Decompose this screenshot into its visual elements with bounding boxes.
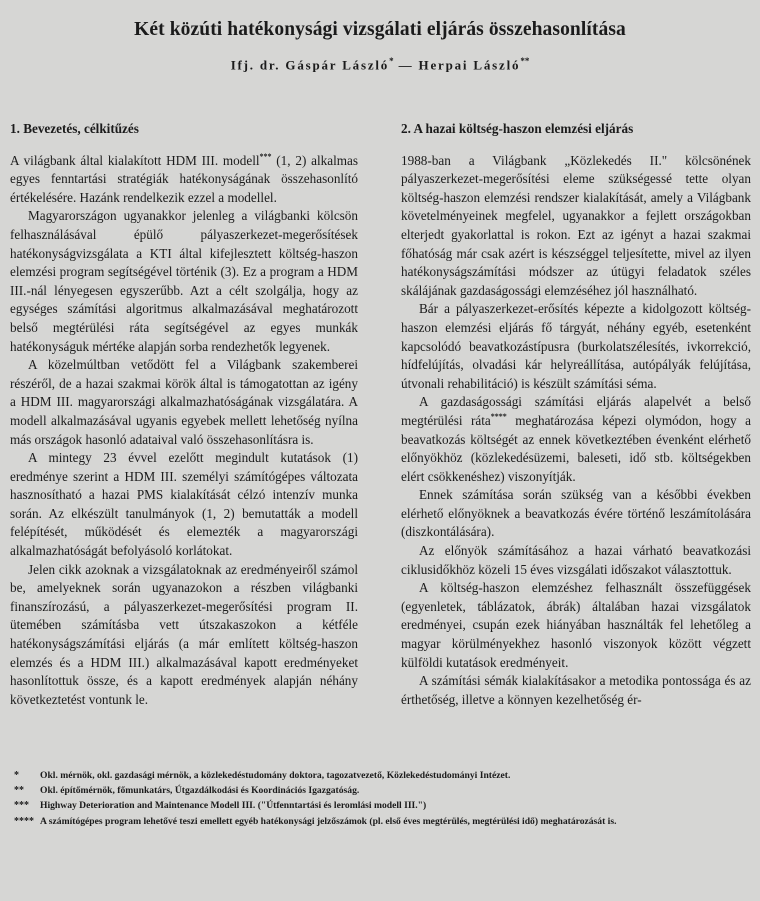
footnote <box>14 768 754 783</box>
footnote-text: A számítógépes program lehetővé teszi emellett egyéb hatékonysági jelzőszámok (pl. első éves megtérülés, megtérülési idő) meghatározását is. <box>40 815 617 827</box>
footnote <box>14 783 754 798</box>
section-heading: 1. Bevezetés, célkitűzés <box>10 121 139 136</box>
footnote-mark: **** <box>14 815 34 827</box>
paragraph-text: (1, 2) alkalmas egyes fenntartási stratégiák hatékonyságának összehasonlító értékelésére. Hazánk rendelkezik ezzel a modellel. <box>10 152 358 205</box>
section-heading: 2. A hazai költség-haszon elemzési eljárás <box>401 121 634 136</box>
paragraph: Bár a pályaszerkezet-erősítés képezte a kidolgozott költség-haszon elemzési eljárás fő tárgyát, néhány egyéb, esetenként kapcsolódó beavatkozástípusra (burkolatszélesítés, ivkorrekció, hídfelújítás, olvadási kár helyreállítása, autópályák felújítása, útvonali rehabilitáció) is készült számítási séma. <box>401 301 751 391</box>
paragraph: 1988-ban a Világbank „Közlekedés II." kölcsönének pályaszerkezet-megerősítési eleme szükségessé tette olyan költség-haszon elemzési rendszer kialakítását, amely a Világbank követelményeinek megfelel, ugyanakkor a fejlett országokban elterjedt gyakorlattal is rokon. Ezt az igényt a hazai szakmai főhatóság már csak azért is készséggel teljesítette, mivel az ilyen hatékonyságszámítási módszer az útügyi feladatok széles skálájának gazdaságossági elemzéséhez jól használható. <box>401 152 751 298</box>
paragraph: A közelmúltban vetődött fel a Világbank szakemberei részéről, de a hazai szakmai körök által is támogatottan az igény a HDM III. magyarországi alkalmazhatóságának vizsgálatára. A modell alkalmazásával ugyanis egyebek mellett lehetőség nyílna más országok hasonló adataival való összehasonlításra is. <box>10 357 358 447</box>
footnote-mark: **** <box>490 411 507 421</box>
footnote-mark: * <box>14 770 19 781</box>
paragraph-text: A világbank által kialakított HDM III. modell <box>10 152 260 168</box>
author-line <box>0 56 760 73</box>
author-name: Herpai László <box>418 57 521 73</box>
footnote-text: Okl. építőmérnök, főmunkatárs, Útgazdálkodási és Koordinációs Igazgatóság. <box>40 785 360 797</box>
footnotes <box>14 768 754 829</box>
footnote-text: Highway Deterioration and Maintenance Modell III. ("Útfenntartási és leromlási modell III.") <box>40 800 427 812</box>
author-separator: — <box>398 57 414 73</box>
paragraph-text: A gazdaságossági számítási eljárás alapelvét a belső megtérülési ráta <box>401 394 751 428</box>
left-column <box>10 120 358 709</box>
paragraph: Magyarországon ugyanakkor jelenleg a világbanki kölcsön felhasználásával épülő pályaszerkezet-megerősítések hatékonyságvizsgálata a KTI által kifejlesztett költség-haszon elemzési program segítségével történik (3). Ez a program a HDM III.-nál lényegesen egyszerűbb. Azt a célt szolgálja, hogy az egységes számítási algoritmus alkalmazásával meghatározott belső megtérülési ráta segítségével az egyes munkák hatékonyságuk mértéke alapján sorba rendezhetők legyenek. <box>10 208 358 354</box>
paragraph <box>401 393 751 486</box>
author-name: Ifj. dr. Gáspár László <box>230 57 390 73</box>
footnote-mark: ** <box>520 56 530 66</box>
footnote-mark: *** <box>259 151 272 161</box>
paragraph <box>10 152 358 208</box>
right-column <box>401 120 751 709</box>
paragraph: A költség-haszon elemzéshez felhasznált összefüggések (egyenletek, táblázatok, ábrák) általában hazai vizsgálatok eredményei, csupán ezek hiányában használták fel lehetőleg a magyar körülményekhez hasonló viszonyok között végzett külföldi kutatások eredményeit. <box>401 580 751 670</box>
footnote-mark: * <box>389 56 394 66</box>
paragraph: Az előnyök számításához a hazai várható beavatkozási ciklusidőkhöz közeli 15 éves vizsgálati időszakot választottuk. <box>401 543 751 577</box>
footnote <box>14 814 754 829</box>
footnote <box>14 798 754 813</box>
paragraph: A mintegy 23 évvel ezelőtt megindult kutatások (1) eredménye szerint a HDM III. személyi számítógépes változata hasznosítható a hazai PMS kialakítását célzó intenzív munka során. Az elkészült tanulmányok (1, 2) bemutatták a modell felépítését, működését és elemezték a magyarországi alkalmazhatóságát befolyásoló korlátokat. <box>10 450 358 559</box>
footnote-mark: *** <box>14 800 29 812</box>
footnote-text: Okl. mérnök, okl. gazdasági mérnök, a közlekedéstudomány doktora, tagozatvezető, Közlekedéstudományi Intézet. <box>40 770 511 781</box>
paragraph: Ennek számítása során szükség van a későbbi években elérhető előnyöknek a beavatkozás évére történő leszámítolására (diszkontálására). <box>401 487 751 540</box>
paragraph: A számítási sémák kialakításakor a metodika pontossága és az érthetőség, illetve a könnyen kezelhetőség ér- <box>401 673 751 707</box>
article-title: Két közúti hatékonysági vizsgálati eljárás összehasonlítása <box>134 19 626 40</box>
footnote-mark: ** <box>14 785 24 797</box>
paragraph-text: meghatározása képezi olymódon, hogy a beavatkozás költségét az ennek következtében évenként elérhető előnyökhöz (közlekedésüzemi, baleseti, idő stb. költségekben elért csökkenéshez) viszonyítják. <box>401 412 751 484</box>
paragraph: Jelen cikk azoknak a vizsgálatoknak az eredményeiről számol be, amelyeknek során ugyanazokon a részben világbanki finanszírozású, a pályaszerkezet-megerősítési program II. ütemében számításba vett útszakaszokon a kétféle hatékonyságszámítási eljárás (a már említett költség-haszon elemzés és a HDM III.) alkalmazásával kapott eredményeket hasonlítottuk össze, és a kapott eredmények alapján néhány következtetést vontunk le. <box>10 561 358 707</box>
